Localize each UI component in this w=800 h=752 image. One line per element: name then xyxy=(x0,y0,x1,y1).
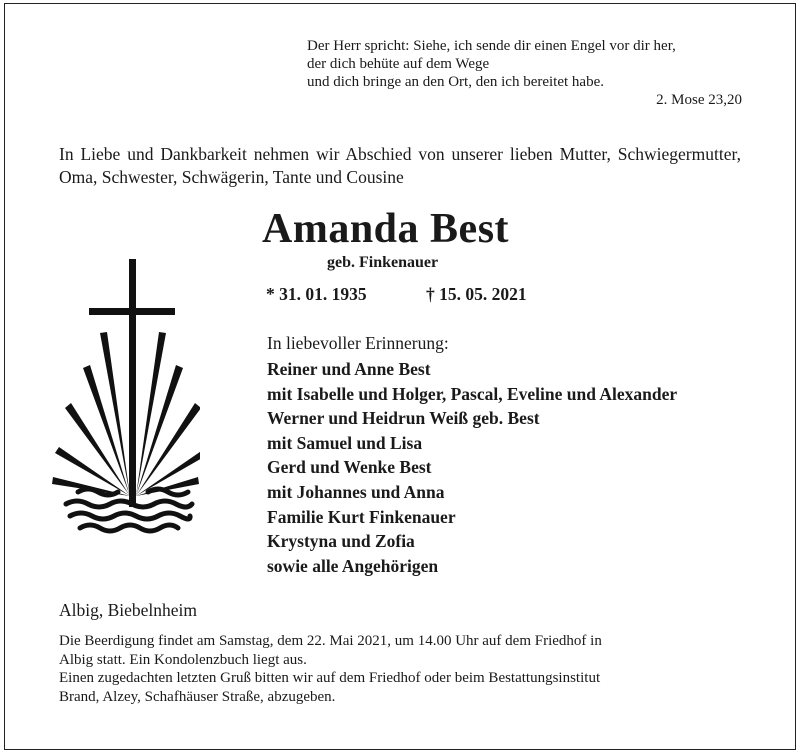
verse-source: 2. Mose 23,20 xyxy=(656,92,742,108)
cross-sunrise-water-icon xyxy=(50,258,200,536)
family-entry: Familie Kurt Finkenauer xyxy=(267,506,456,527)
birth-name: geb. Finkenauer xyxy=(327,254,439,271)
family-list xyxy=(267,357,677,578)
family-entry: Reiner und Anne Best xyxy=(267,359,431,379)
family-entry: mit Isabelle und Holger, Pascal, Eveline und Alexander xyxy=(267,383,678,404)
funeral-info-line: Einen zugedachten letzten Gruß bitten wir auf dem Friedhof oder beim Bestattungsinstitut xyxy=(59,670,601,686)
bible-verse xyxy=(307,37,742,109)
death-date: † 15. 05. 2021 xyxy=(426,284,527,304)
place-names: Albig, Biebelnheim xyxy=(59,600,198,620)
verse-line: Der Herr spricht: Siehe, ich sende dir einen Engel vor dir her, xyxy=(307,38,676,54)
deceased-name: Amanda Best xyxy=(262,206,510,252)
verse-line: der dich behüte auf dem Wege xyxy=(307,56,490,72)
family-entry: mit Johannes und Anna xyxy=(267,481,445,502)
funeral-info xyxy=(59,632,739,706)
family-entry: Krystyna und Zofia xyxy=(267,531,415,552)
family-entry: Werner und Heidrun Weiß geb. Best xyxy=(267,408,540,429)
funeral-info-line: Die Beerdigung findet am Samstag, dem 22. Mai 2021, um 14.00 Uhr auf dem Friedhof in xyxy=(59,633,602,649)
family-entry: mit Samuel und Lisa xyxy=(267,432,423,453)
verse-line: und dich bringe an den Ort, den ich bereitet habe. xyxy=(307,74,604,90)
funeral-info-line: Albig statt. Ein Kondolenzbuch liegt aus. xyxy=(59,651,307,668)
intro-text: In Liebe und Dankbarkeit nehmen wir Abschied von unserer lieben Mutter, Schwiegermutter, Oma, Schwester, Schwägerin, Tante und Cousine xyxy=(59,144,741,187)
funeral-info-line: Brand, Alzey, Schafhäuser Straße, abzugeben. xyxy=(59,688,336,705)
memory-label: In liebevoller Erinnerung: xyxy=(267,333,449,353)
birth-date: * 31. 01. 1935 xyxy=(266,284,367,304)
family-entry: sowie alle Angehörigen xyxy=(267,555,439,576)
family-entry: Gerd und Wenke Best xyxy=(267,457,432,478)
